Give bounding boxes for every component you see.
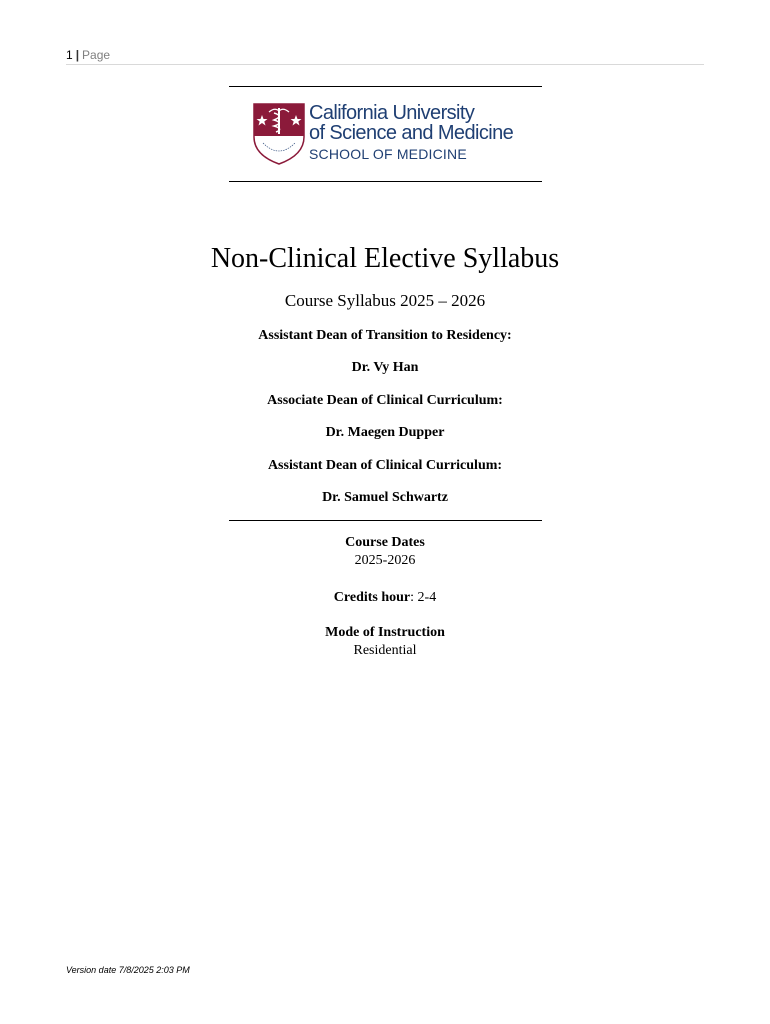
credits-value: : 2-4 (410, 590, 437, 605)
page-number: 1 (66, 48, 73, 62)
mode-value: Residential (353, 643, 417, 658)
role-name-1: Dr. Vy Han (351, 360, 419, 375)
document-title: Non-Clinical Elective Syllabus (210, 243, 560, 274)
role-name-2: Dr. Maegen Dupper (325, 425, 445, 440)
credits-label: Credits hour (333, 590, 411, 605)
role-title-2: Associate Dean of Clinical Curriculum: (267, 393, 503, 408)
logo-line-2: of Science and Medicine (309, 122, 514, 144)
course-dates-value: 2025-2026 (354, 553, 416, 568)
role-name-3: Dr. Samuel Schwartz (322, 490, 448, 505)
university-seal-icon (253, 103, 305, 165)
mode-label: Mode of Instruction (325, 625, 445, 640)
section-rule (229, 520, 542, 521)
logo-line-1: California University (309, 102, 475, 124)
page-label: Page (82, 48, 111, 62)
logo-bottom-rule (229, 181, 542, 182)
course-dates-label: Course Dates (345, 535, 425, 550)
logo-wordmark (309, 103, 513, 165)
role-title-1: Assistant Dean of Transition to Residency: (258, 328, 512, 343)
university-logo (253, 103, 523, 167)
document-subtitle: Course Syllabus 2025 – 2026 (284, 291, 486, 310)
version-date: Version date 7/8/2025 2:03 PM (66, 965, 190, 975)
page-separator: | (75, 48, 80, 62)
role-title-3: Assistant Dean of Clinical Curriculum: (267, 458, 503, 473)
top-rule (229, 86, 542, 87)
page-header (66, 48, 704, 65)
logo-line-3: SCHOOL OF MEDICINE (309, 146, 467, 162)
credits-line (0, 589, 770, 607)
